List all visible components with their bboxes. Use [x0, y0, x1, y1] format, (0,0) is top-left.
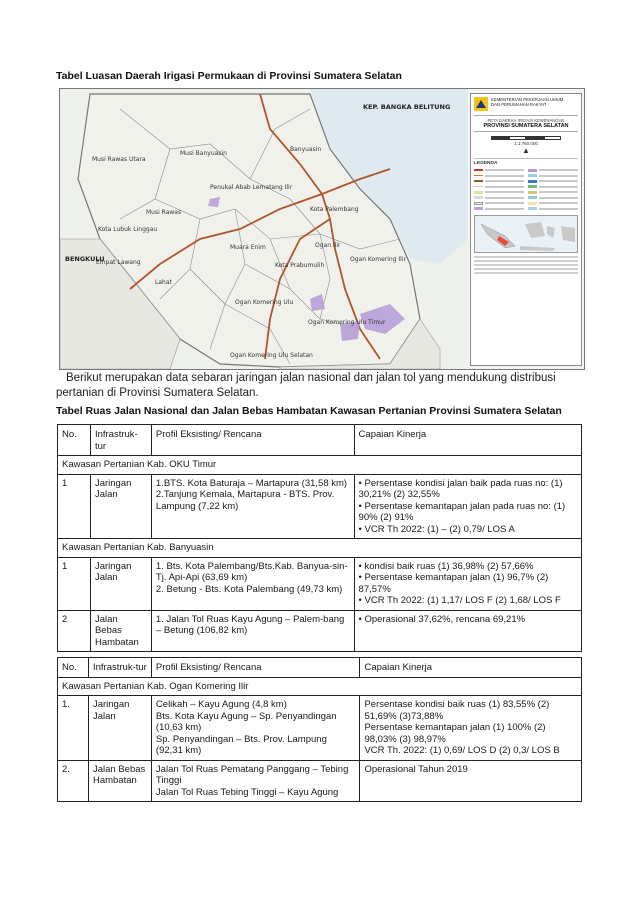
- profil-line: Celikah – Kayu Agung (4,8 km): [155, 699, 287, 710]
- legend-org-line2: DAN PERUMAHAN RAKYAT: [491, 102, 547, 107]
- legend-item: [474, 201, 524, 205]
- capaian-line: Persentase kemantapan jalan (1) 100% (2) 98,03% (3) 98,97%: [364, 722, 546, 745]
- header-capaian: Capaian Kinerja: [360, 658, 582, 678]
- map-label-bangka-belitung: KEP. BANGKA BELITUNG: [363, 103, 451, 111]
- legend-item: [528, 174, 578, 178]
- cell-profil: [151, 760, 360, 802]
- table-row: [58, 474, 582, 539]
- capaian-line: Persentase kondisi baik ruas (1) 83,55% (2) 51,69% (3)73,88%: [364, 699, 550, 722]
- profil-line: Sp. Penyandingan – Bts. Prov. Lampung (92,31 km): [155, 733, 327, 756]
- legend-item: [474, 179, 524, 183]
- legend-notes: [474, 256, 578, 274]
- province-map-svg: [60, 89, 468, 369]
- capaian-line: Operasional Tahun 2019: [364, 763, 468, 775]
- north-arrow-icon: ▲: [522, 146, 530, 155]
- legend-item: [528, 179, 578, 183]
- cell-profil: [151, 696, 360, 761]
- map-label-oku-selatan: Ogan Komering Ulu Selatan: [230, 352, 313, 359]
- map-legend-panel: [470, 93, 582, 366]
- capaian-line: • Persentase kemantapan jalan (1) 96,7% (2) 87,57%: [358, 572, 549, 595]
- table-header-row: [58, 425, 582, 456]
- cell-no: 1: [58, 474, 91, 539]
- section-oku-timur: Kawasan Pertanian Kab. OKU Timur: [58, 456, 582, 475]
- road-table-1: [57, 424, 582, 652]
- map-label-kota-palembang: Kota Palembang: [310, 206, 359, 213]
- cell-infrastruktur: Jaringan Jalan: [88, 696, 151, 761]
- inset-locator-map: [474, 215, 578, 253]
- map-label-oku-timur: Ogan Komering Ulu Timur: [308, 319, 386, 326]
- legend-title-main: PROVINSI SUMATERA SELATAN: [483, 123, 569, 129]
- cell-no: 1.: [58, 696, 89, 761]
- capaian-line: VCR Th. 2022: (1) 0,69/ LOS D (2) 0,3/ LOS B: [364, 745, 560, 756]
- table-row: [58, 557, 582, 610]
- section-row: [58, 677, 582, 696]
- irrigation-map-figure: [59, 88, 585, 370]
- cell-capaian: [354, 610, 581, 652]
- inset-map-svg: [475, 216, 579, 254]
- legend-item: [528, 201, 578, 205]
- table-row: [58, 610, 582, 652]
- cell-infrastruktur: Jalan Bebas Hambatan: [90, 610, 151, 652]
- profil-line: 2.Tanjung Kemala, Martapura - BTS. Prov. Lampung (7,22 km): [155, 489, 335, 512]
- legend-item: [474, 168, 524, 172]
- road-table-heading: Tabel Ruas Jalan Nasional dan Jalan Bebas Hambatan Kawasan Pertanian Provinsi Sumatera Selatan: [56, 405, 562, 417]
- legend-item: [528, 185, 578, 189]
- legend-grid: [474, 168, 578, 211]
- profil-line: Jalan Tol Ruas Tebing Tinggi – Kayu Agung: [155, 786, 339, 798]
- map-label-musi-banyuasin: Musi Banyuasin: [180, 150, 227, 157]
- map-label-lahat: Lahat: [155, 279, 172, 286]
- legend-item: [528, 196, 578, 200]
- capaian-line: • VCR Th 2022: (1) – (2) 0,79/ LOS A: [358, 523, 515, 535]
- capaian-line: • kondisi baik ruas (1) 36,98% (2) 57,66%: [358, 560, 534, 572]
- legend-header: [474, 97, 578, 111]
- map-label-kota-lubuk-linggau: Kota Lubuk Linggau: [98, 226, 158, 233]
- cell-infrastruktur: Jalan Bebas Hambatan: [88, 760, 151, 802]
- cell-no: 2: [58, 610, 91, 652]
- map-table-heading: Tabel Luasan Daerah Irigasi Permukaan di Provinsi Sumatera Selatan: [56, 70, 402, 82]
- profil-line: 1.BTS. Kota Baturaja – Martapura (31,58 km): [155, 477, 348, 489]
- header-capaian: Capaian Kinerja: [354, 425, 581, 456]
- legend-title-block: [474, 115, 578, 132]
- header-no: No.: [58, 425, 91, 456]
- map-label-musi-rawas-utara: Musi Rawas Utara: [92, 156, 146, 163]
- legend-item: [528, 207, 578, 211]
- legend-org-name: [491, 97, 563, 107]
- cell-profil: [151, 557, 354, 610]
- profil-line: Jalan Tol Ruas Pematang Panggang – Tebing Tinggi: [155, 763, 349, 786]
- map-label-musi-rawas: Musi Rawas: [146, 209, 182, 216]
- map-label-empat-lawang: Empat Lawang: [96, 259, 141, 266]
- map-label-oki: Ogan Komering Ilir: [350, 256, 406, 263]
- header-infrastruktur: Infrastruk-tur: [90, 425, 151, 456]
- cell-capaian: [360, 760, 582, 802]
- cell-capaian: [354, 474, 581, 539]
- legend-org-line1: KEMENTERIAN PEKERJAAN UMUM: [491, 97, 564, 102]
- ministry-logo-icon: [474, 97, 488, 111]
- table-row: [58, 760, 582, 802]
- header-infrastruktur: Infrastruk-tur: [88, 658, 151, 678]
- legend-item: [474, 196, 524, 200]
- cell-no: 2.: [58, 760, 89, 802]
- cell-profil: [151, 474, 354, 539]
- map-label-banyuasin: Banyuasin: [290, 146, 322, 153]
- body-paragraph: Berikut merupakan data sebaran jaringan jalan nasional dan jalan tol yang mendukung distribusi pertanian di Provinsi Sumatera Selatan.: [56, 372, 556, 399]
- section-oki: Kawasan Pertanian Kab. Ogan Komering Ilir: [58, 677, 582, 696]
- scale-text: 1:1.750.000: [514, 141, 538, 146]
- map-label-bengkulu: BENGKULU: [65, 255, 105, 263]
- section-banyuasin: Kawasan Pertanian Kab. Banyuasin: [58, 539, 582, 558]
- profil-line: 2. Betung - Bts. Kota Palembang (49,73 km): [155, 583, 343, 595]
- legend-item: [474, 207, 524, 211]
- header-profil: Profil Eksisting/ Rencana: [151, 425, 354, 456]
- capaian-line: • VCR Th 2022: (1) 1,17/ LOS F (2) 1,68/ LOS F: [358, 595, 561, 606]
- table-header-row: [58, 658, 582, 678]
- legend-item: [528, 168, 578, 172]
- road-table-2: [57, 657, 582, 802]
- map-label-ogan-ilir: Ogan Ilir: [315, 242, 341, 249]
- cell-infrastruktur: Jaringan Jalan: [90, 557, 151, 610]
- cell-profil: [151, 610, 354, 652]
- cell-capaian: [354, 557, 581, 610]
- section-row: [58, 456, 582, 475]
- legend-item: [474, 185, 524, 189]
- legend-item: [474, 174, 524, 178]
- section-row: [58, 539, 582, 558]
- map-label-muara-enim: Muara Enim: [230, 244, 266, 251]
- capaian-line: • Operasional 37,62%, rencana 69,21%: [358, 613, 526, 625]
- cell-capaian: [360, 696, 582, 761]
- profil-line: 1. Jalan Tol Ruas Kayu Agung – Palem-bang – Betung (106,82 km): [155, 613, 345, 636]
- legend-heading: LEGENDA: [474, 158, 578, 166]
- map-area: [60, 89, 468, 369]
- legend-item: [474, 190, 524, 194]
- header-profil: Profil Eksisting/ Rencana: [151, 658, 360, 678]
- table-row: [58, 696, 582, 761]
- scale-bar: [491, 136, 561, 140]
- cell-infrastruktur: Jaringan Jalan: [90, 474, 151, 539]
- legend-item: [528, 190, 578, 194]
- cell-no: 1: [58, 557, 91, 610]
- header-no: No.: [58, 658, 89, 678]
- map-label-pali: Penukal Abab Lematang Ilir: [210, 184, 293, 191]
- capaian-line: • Persentase kemantapan jalan pada ruas no: (1) 90% (2) 91%: [358, 500, 566, 523]
- capaian-line: • Persentase kondisi jalan baik pada ruas no: (1) 30,21% (2) 32,55%: [358, 477, 563, 500]
- profil-line: Bts. Kota Kayu Agung – Sp. Penyandingan (10,63 km): [155, 710, 337, 733]
- map-label-prabumulih: Kota Prabumulih: [275, 262, 325, 269]
- profil-line: 1. Bts. Kota Palembang/Bts.Kab. Banyua-sin- Tj. Api-Api (63,69 km): [155, 560, 348, 583]
- map-label-oku: Ogan Komering Ulu: [235, 299, 294, 306]
- legend-title-small: PETA DAERAH IRIGASI KEWENANGAN: [487, 118, 565, 123]
